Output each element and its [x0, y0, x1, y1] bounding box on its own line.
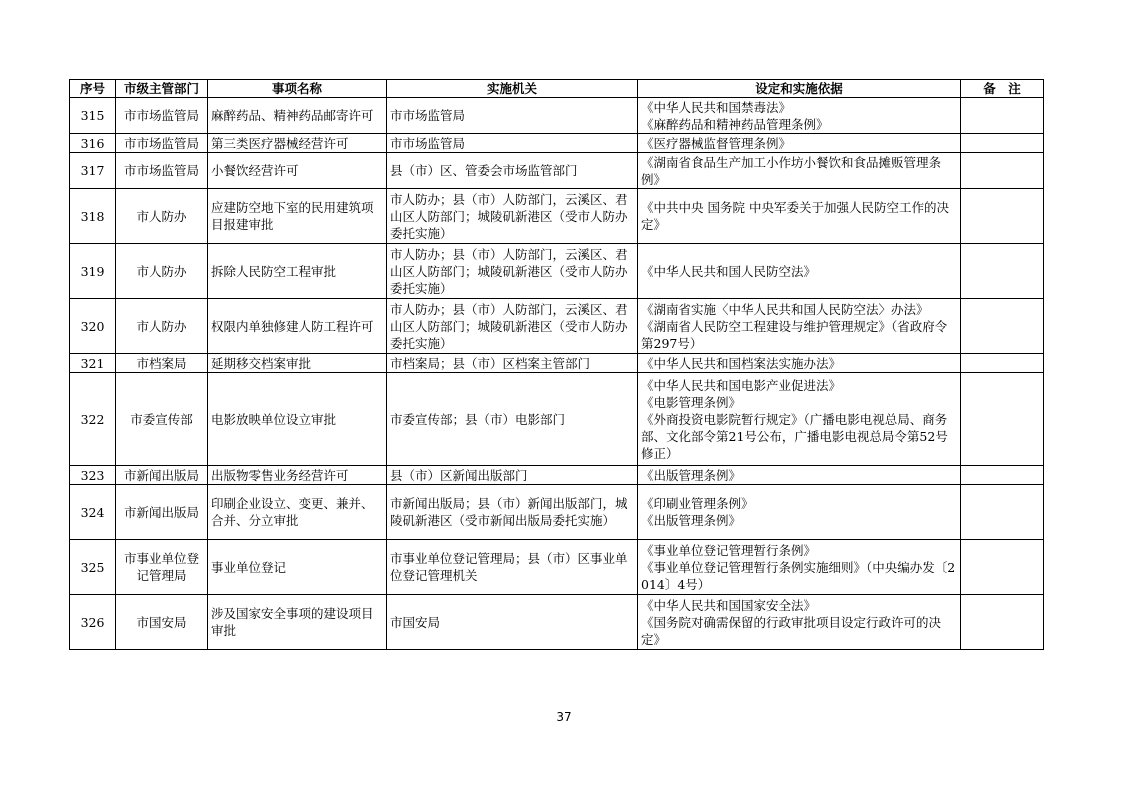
cell-agency: 市市场监管局	[387, 134, 638, 153]
cell-agency: 市档案局；县（市）区档案主管部门	[387, 354, 638, 373]
basis-line: 《湖南省实施〈中华人民共和国人民防空法〉办法》	[641, 301, 929, 317]
basis-line: 《湖南省食品生产加工小作坊小餐饮和食品摊贩管理条例》	[641, 154, 942, 187]
basis-line: 《麻醉药品和精神药品管理条例》	[641, 116, 829, 132]
table-row	[70, 354, 1044, 373]
cell-basis	[638, 153, 961, 189]
cell-item: 第三类医疗器械经营许可	[208, 134, 387, 153]
cell-basis	[638, 299, 961, 354]
header-basis: 设定和实施依据	[638, 80, 961, 98]
cell-dept: 市新闻出版局	[116, 466, 208, 485]
header-dept: 市级主管部门	[116, 80, 208, 98]
cell-basis	[638, 595, 961, 650]
cell-basis	[638, 98, 961, 134]
cell-dept: 市事业单位登记管理局	[116, 540, 208, 595]
cell-item: 延期移交档案审批	[208, 354, 387, 373]
cell-agency: 市人防办；县（市）人防部门，云溪区、君山区人防部门；城陵矶新港区（受市人防办委托实施）	[387, 299, 638, 354]
table-header-row	[70, 80, 1044, 98]
basis-line: 《国务院对确需保留的行政审批项目设定行政许可的决定》	[641, 614, 942, 647]
cell-dept: 市档案局	[116, 354, 208, 373]
basis-line: 《中华人民共和国禁毒法》	[641, 99, 792, 115]
approval-items-table	[69, 79, 1044, 650]
cell-agency: 市事业单位登记管理局；县（市）区事业单位登记管理机关	[387, 540, 638, 595]
cell-item: 电影放映单位设立审批	[208, 373, 387, 466]
cell-basis	[638, 540, 961, 595]
basis-line: 《外商投资电影院暂行规定》（广播电影电视总局、商务部、文化部令第21号公布，广播电影电视总局令第52号修正）	[641, 411, 948, 461]
cell-remark	[961, 540, 1044, 595]
table-row	[70, 373, 1044, 466]
cell-item: 印刷企业设立、变更、兼并、合并、分立审批	[208, 485, 387, 540]
cell-item: 出版物零售业务经营许可	[208, 466, 387, 485]
cell-dept: 市市场监管局	[116, 134, 208, 153]
cell-remark	[961, 373, 1044, 466]
cell-item: 权限内单独修建人防工程许可	[208, 299, 387, 354]
cell-agency: 县（市）区新闻出版部门	[387, 466, 638, 485]
table-row	[70, 466, 1044, 485]
cell-seq: 325	[70, 540, 116, 595]
cell-remark	[961, 98, 1044, 134]
cell-remark	[961, 153, 1044, 189]
cell-remark	[961, 244, 1044, 299]
basis-line: 《中华人民共和国人民防空法》	[641, 263, 817, 279]
basis-line: 《印刷业管理条例》	[641, 496, 754, 511]
cell-basis	[638, 354, 961, 373]
basis-line: 《电影管理条例》	[641, 394, 742, 410]
page-number: 37	[556, 710, 572, 724]
cell-seq: 326	[70, 595, 116, 650]
table-row	[70, 595, 1044, 650]
table-row	[70, 299, 1044, 354]
cell-seq: 323	[70, 466, 116, 485]
header-item: 事项名称	[208, 80, 387, 98]
table-row	[70, 244, 1044, 299]
cell-seq: 316	[70, 134, 116, 153]
cell-dept: 市人防办	[116, 189, 208, 244]
cell-remark	[961, 299, 1044, 354]
basis-line: 《中华人民共和国档案法实施办法》	[641, 355, 842, 371]
header-remark: 备 注	[961, 80, 1044, 98]
cell-basis	[638, 373, 961, 466]
table-row	[70, 98, 1044, 134]
cell-remark	[961, 485, 1044, 540]
cell-seq: 321	[70, 354, 116, 373]
cell-agency: 县（市）区、管委会市场监管部门	[387, 153, 638, 189]
cell-seq: 317	[70, 153, 116, 189]
cell-item: 事业单位登记	[208, 540, 387, 595]
table-row	[70, 485, 1044, 540]
cell-agency: 市人防办；县（市）人防部门，云溪区、君山区人防部门；城陵矶新港区（受市人防办委托实施）	[387, 244, 638, 299]
cell-dept: 市市场监管局	[116, 98, 208, 134]
cell-basis	[638, 485, 961, 540]
basis-line: 《湖南省人民防空工程建设与维护管理规定》（省政府令第297号）	[641, 318, 948, 351]
cell-seq: 322	[70, 373, 116, 466]
cell-dept: 市人防办	[116, 299, 208, 354]
cell-remark	[961, 189, 1044, 244]
basis-line: 《出版管理条例》	[641, 467, 742, 483]
cell-agency: 市市场监管局	[387, 98, 638, 134]
cell-dept: 市委宣传部	[116, 373, 208, 466]
cell-remark	[961, 466, 1044, 485]
cell-dept: 市人防办	[116, 244, 208, 299]
table-row	[70, 153, 1044, 189]
cell-seq: 318	[70, 189, 116, 244]
basis-line: 《中共中央 国务院 中央军委关于加强人民防空工作的决定》	[641, 200, 949, 232]
basis-line: 《事业单位登记管理暂行条例实施细则》（中央编办发〔2014〕4号）	[641, 559, 956, 592]
cell-basis	[638, 189, 961, 244]
cell-seq: 320	[70, 299, 116, 354]
cell-item: 涉及国家安全事项的建设项目审批	[208, 595, 387, 650]
cell-dept: 市国安局	[116, 595, 208, 650]
cell-remark	[961, 595, 1044, 650]
cell-seq: 315	[70, 98, 116, 134]
cell-agency: 市国安局	[387, 595, 638, 650]
cell-basis	[638, 134, 961, 153]
table-body	[70, 98, 1044, 650]
cell-remark	[961, 134, 1044, 153]
cell-remark	[961, 354, 1044, 373]
table-row	[70, 540, 1044, 595]
cell-dept: 市市场监管局	[116, 153, 208, 189]
cell-basis	[638, 466, 961, 485]
cell-item: 小餐饮经营许可	[208, 153, 387, 189]
header-seq: 序号	[70, 80, 116, 98]
cell-agency: 市新闻出版局；县（市）新闻出版部门，城陵矶新港区（受市新闻出版局委托实施）	[387, 485, 638, 540]
cell-agency: 市人防办；县（市）人防部门，云溪区、君山区人防部门；城陵矶新港区（受市人防办委托实施）	[387, 189, 638, 244]
cell-basis	[638, 244, 961, 299]
table-row	[70, 134, 1044, 153]
basis-line: 《医疗器械监督管理条例》	[641, 135, 792, 151]
header-agency: 实施机关	[387, 80, 638, 98]
table-row	[70, 189, 1044, 244]
cell-dept: 市新闻出版局	[116, 485, 208, 540]
cell-item: 麻醉药品、精神药品邮寄许可	[208, 98, 387, 134]
cell-seq: 324	[70, 485, 116, 540]
basis-line: 《事业单位登记管理暂行条例》	[641, 542, 817, 558]
cell-item: 拆除人民防空工程审批	[208, 244, 387, 299]
basis-line: 《中华人民共和国电影产业促进法》	[641, 377, 842, 393]
basis-line: 《中华人民共和国国家安全法》	[641, 597, 817, 613]
cell-agency: 市委宣传部；县（市）电影部门	[387, 373, 638, 466]
basis-line: 《出版管理条例》	[641, 513, 742, 528]
cell-item: 应建防空地下室的民用建筑项目报建审批	[208, 189, 387, 244]
cell-seq: 319	[70, 244, 116, 299]
